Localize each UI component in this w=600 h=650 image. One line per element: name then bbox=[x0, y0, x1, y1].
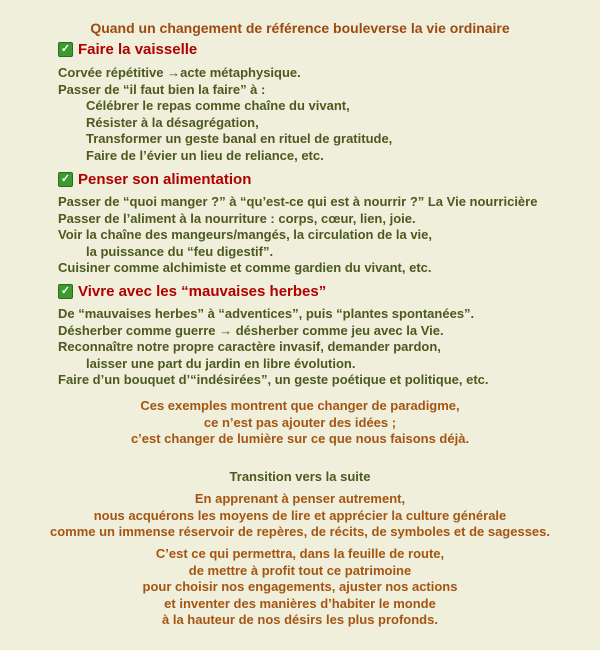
transition-paragraph-1 bbox=[0, 491, 600, 541]
section-heading-text: Faire la vaisselle bbox=[78, 41, 198, 58]
section-body-vaisselle bbox=[58, 65, 392, 164]
body-line: Faire de l’évier un lieu de reliance, etc. bbox=[86, 147, 324, 163]
body-line: Passer de l’aliment à la nourriture : corps, cœur, lien, joie. bbox=[58, 210, 416, 226]
section-heading-vaisselle bbox=[58, 41, 197, 58]
transition-paragraph-2 bbox=[0, 546, 600, 629]
transition-line: En apprenant à penser autrement, bbox=[194, 491, 406, 506]
section-heading-text: Vivre avec les “mauvaises herbes” bbox=[78, 283, 327, 300]
body-line: laisser une part du jardin en libre évolution. bbox=[86, 355, 356, 371]
page-title: Quand un changement de référence bouleverse la vie ordinaire bbox=[90, 20, 510, 36]
body-line: Cuisiner comme alchimiste et comme gardien du vivant, etc. bbox=[58, 260, 432, 275]
transition-line: pour choisir nos engagements, ajuster nos actions bbox=[142, 579, 458, 594]
conclusion-line: ce n’est pas ajouter des idées ; bbox=[203, 414, 397, 430]
body-line: De “mauvaises herbes” à “adventices”, puis “plantes spontanées”. bbox=[58, 306, 475, 321]
check-box-icon: ✓ bbox=[58, 284, 73, 299]
section-body-alimentation bbox=[58, 194, 537, 277]
body-line: Corvée répétitive →acte métaphysique. bbox=[58, 65, 301, 80]
body-line: Faire d’un bouquet d’“indésirées”, un geste poétique et politique, etc. bbox=[58, 372, 489, 387]
body-line: Passer de “quoi manger ?” à “qu’est-ce qui est à nourrir ?” La Vie nourricière bbox=[58, 194, 538, 209]
conclusion bbox=[0, 398, 600, 448]
section-heading-herbes bbox=[58, 283, 326, 300]
conclusion-line: Ces exemples montrent que changer de paradigme, bbox=[140, 398, 460, 413]
body-line: Passer de “il faut bien la faire” à : bbox=[58, 81, 266, 97]
body-line: la puissance du “feu digestif”. bbox=[86, 243, 274, 259]
transition-line: comme un immense réservoir de repères, de récits, de symboles et de sagesses. bbox=[49, 524, 551, 539]
check-box-icon: ✓ bbox=[58, 42, 73, 57]
transition-line: nous acquérons les moyens de lire et apprécier la culture générale bbox=[93, 507, 507, 523]
transition-line: de mettre à profit tout ce patrimoine bbox=[188, 562, 412, 578]
transition-heading: Transition vers la suite bbox=[229, 469, 371, 484]
body-line: Célébrer le repas comme chaîne du vivant, bbox=[86, 98, 350, 113]
body-line: Voir la chaîne des mangeurs/mangés, la circulation de la vie, bbox=[58, 227, 433, 242]
transition-line: à la hauteur de nos désirs les plus profonds. bbox=[162, 612, 438, 627]
section-heading-text: Penser son alimentation bbox=[78, 171, 252, 188]
body-line: Résister à la désagrégation, bbox=[86, 114, 259, 130]
section-heading-alimentation bbox=[58, 171, 251, 188]
section-body-herbes bbox=[58, 306, 489, 389]
conclusion-line: c’est changer de lumière sur ce que nous faisons déjà. bbox=[130, 431, 470, 446]
body-line: Reconnaître notre propre caractère invasif, demander pardon, bbox=[58, 339, 441, 354]
check-box-icon: ✓ bbox=[58, 172, 73, 187]
body-line: Désherber comme guerre → désherber comme jeu avec la Vie. bbox=[58, 322, 444, 338]
transition-line: C’est ce qui permettra, dans la feuille de route, bbox=[155, 546, 445, 561]
transition-line: et inventer des manières d’habiter le monde bbox=[164, 595, 436, 611]
body-line: Transformer un geste banal en rituel de gratitude, bbox=[86, 131, 393, 146]
